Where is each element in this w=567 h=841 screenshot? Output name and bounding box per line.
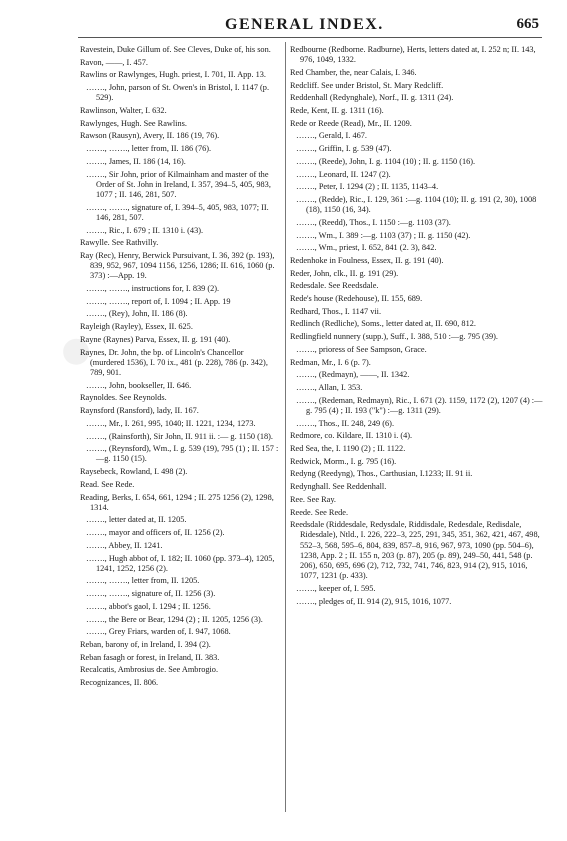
index-entry: ……., (Redmayn), ——, II. 1342. bbox=[296, 370, 410, 380]
watermark: ● bbox=[51, 325, 99, 375]
index-entry: Redlinch (Redliche), Soms., letter dated at, II. 690, 812. bbox=[290, 319, 476, 329]
index-entry: ……., (Redde), Ric., I. 129, 361 :—g. 1104 (10); II. g. 191 (2, 30), 1008 (18), 1150 (16, 34). bbox=[296, 194, 537, 215]
index-entry: ……., ……., letter from, II. 186 (76). bbox=[86, 144, 212, 154]
index-entry: ……., (Reedd), Thos., I. 1150 :—g. 1103 (37). bbox=[296, 217, 451, 227]
index-entry: Redesdale. See Reedsdale. bbox=[290, 281, 379, 291]
index-entry: Reban fasagh or forest, in Ireland, II. 383. bbox=[80, 652, 220, 662]
index-entry: Raynsford (Ransford), lady, II. 167. bbox=[80, 406, 199, 416]
index-entry: Raynes, Dr. John, the bp. of Lincoln's Chancellor (murdered 1536), I. 70 ix., 481 (p. 228), 786 (p. 342), 789, 901. bbox=[80, 347, 268, 377]
index-entry: Reading, Berks, I. 654, 661, 1294 ; II. 275 1256 (2), 1298, 1314. bbox=[80, 492, 274, 512]
index-entry: Redhard, Thos., I. 1147 vii. bbox=[290, 306, 382, 316]
index-entry: Reede. See Rede. bbox=[290, 507, 349, 517]
index-entry: ……., James, II. 186 (14, 16). bbox=[86, 156, 186, 166]
index-column-left bbox=[80, 45, 280, 691]
index-entry: ……., ……., letter from, II. 1205. bbox=[86, 576, 200, 586]
index-entry: ……., abbot's gaol, I. 1294 ; II. 1256. bbox=[86, 601, 211, 611]
index-entry: ……., ……., signature of, II. 1256 (3). bbox=[86, 589, 216, 599]
index-entry: ……., ……., instructions for, I. 839 (2). bbox=[86, 284, 220, 294]
index-entry: Ree. See Ray. bbox=[290, 494, 337, 504]
index-entry: Rayne (Raynes) Parva, Essex, II. g. 191 (40). bbox=[80, 334, 231, 344]
index-entry: ……., John, parson of St. Owen's in Bristol, I. 1147 (p. 529). bbox=[86, 83, 270, 103]
index-entry: Recalcatis, Ambrosius de. See Ambrogio. bbox=[80, 665, 219, 675]
index-entry: Red Sea, the, I. 1190 (2) ; II. 1122. bbox=[290, 444, 406, 453]
index-entry: Ravestein, Duke Gillum of. See Cleves, Duke of, his son. bbox=[80, 45, 271, 54]
index-entry: Redman, Mr., I. 6 (p. 7). bbox=[290, 357, 371, 367]
index-entry: ……., Wm., priest, I. 652, 841 (2. 3), 842. bbox=[296, 243, 437, 253]
index-entry: ……., Allan, I. 353. bbox=[296, 382, 363, 392]
column-divider bbox=[285, 42, 286, 812]
index-entry: Red Chamber, the, near Calais, I. 346. bbox=[290, 67, 417, 77]
index-entry: Raysebeck, Rowland, I. 498 (2). bbox=[80, 467, 188, 477]
index-entry: ……., Ric., I. 679 ; II. 1310 i. (43). bbox=[86, 225, 204, 235]
index-entry: ……., Abbey, II. 1241. bbox=[86, 540, 163, 550]
index-entry: ……., Hugh abbot of, I. 182; II. 1060 (pp. 373–4), 1205, 1241, 1252, 1256 (2). bbox=[86, 553, 275, 573]
index-column-right bbox=[290, 45, 545, 609]
index-entry: Redwick, Morm., I. g. 795 (16). bbox=[290, 456, 397, 466]
index-entry: Reban, barony of, in Ireland, I. 394 (2). bbox=[80, 639, 211, 649]
page-number: 665 bbox=[516, 16, 539, 32]
index-entry: ……., ……., report of, I. 1094 ; II. App. 19 bbox=[86, 296, 231, 306]
index-entry: ……., Gerald, I. 467. bbox=[296, 131, 367, 141]
index-entry: ……., mayor and officers of, II. 1256 (2). bbox=[86, 528, 225, 538]
index-entry: Rayleigh (Rayley), Essex, II. 625. bbox=[80, 322, 193, 332]
index-entry: Ravon, ——, I. 457. bbox=[80, 57, 148, 67]
index-entry: Redynghall. See Reddenhall. bbox=[290, 482, 387, 492]
index-entry: ……., letter dated at, II. 1205. bbox=[86, 515, 187, 525]
index-entry: Reder, John, clk., II. g. 191 (29). bbox=[290, 268, 399, 278]
index-entry: Reddenhall (Redynghale), Norf., II. g. 1311 (24). bbox=[290, 93, 454, 103]
index-entry: ……., Leonard, II. 1247 (2). bbox=[296, 169, 391, 179]
index-entry: Recognizances, II. 806. bbox=[80, 678, 159, 688]
index-entry: Rawlins or Rawlynges, Hugh. priest, I. 701, II. App. 13. bbox=[80, 70, 266, 80]
index-entry: Rawlynges, Hugh. See Rawlins. bbox=[80, 118, 187, 128]
index-entry: ……., (Rainsforth), Sir John, II. 911 ii. :— g. 1150 (18). bbox=[86, 431, 273, 441]
index-entry: Rawylle. See Rathvilly. bbox=[80, 238, 159, 248]
index-entry: Reedsdale (Riddesdale, Redysdale, Riddisdale, Redesdale, Redisdale, Ridesdale), Ntld., I. 226, 222–3, 225, 291, 345, 351, 362, 421, 467, 498, 552–3, 568, 595–6, 804, 839, 857–8, 916, 967, 973, 1090 (pp. 504–6), 1238, App. 2 ; II. 155 n, 203 (p. 87), 205 (p. 89), 249–50, 441, 548 (p. 206), 650, 695, 696 (2), 712, 732, 741, 746, 823, 914 (2), 915, 1016, 1077, 1231 (p. 433). bbox=[290, 520, 540, 581]
index-entry: Redcliff. See under Bristol, St. Mary Redcliff. bbox=[290, 80, 444, 90]
index-entry: ……., the Bere or Bear, 1294 (2) ; II. 1205, 1256 (3). bbox=[86, 614, 263, 624]
index-entry: Rawson (Rausyn), Avery, II. 186 (19, 76). bbox=[80, 131, 220, 141]
index-entry: ……., (Redeman, Redmayn), Ric., I. 671 (2). 1159, 1172 (2), 1207 (4) :—g. 795 (4) ; II. 193 ("k") :—g. 1311 (29). bbox=[296, 395, 543, 415]
index-entry: Redenhoke in Foulness, Essex, II. g. 191 (40). bbox=[290, 255, 444, 265]
index-entry: ……., Sir John, prior of Kilmainham and master of the Order of St. John in Ireland, I. 357, 394–5, 405, 983, 1077 ; II. 146, 281, 507. bbox=[86, 169, 271, 199]
index-entry: ……., pledges of, II. 914 (2), 915, 1016, 1077. bbox=[296, 596, 452, 606]
index-entry: ……., ……., signature of, I. 394–5, 405, 983, 1077; II. 146, 281, 507. bbox=[86, 202, 269, 222]
index-entry: Rawlinson, Walter, I. 632. bbox=[80, 106, 167, 116]
index-entry: Rede or Reede (Read), Mr., II. 1209. bbox=[290, 118, 412, 128]
index-entry: Rede's house (Redehouse), II. 155, 689. bbox=[290, 294, 423, 304]
index-entry: ……., (Reede), John, I. g. 1104 (10) ; II. g. 1150 (16). bbox=[296, 156, 476, 166]
index-entry: Ray (Rec), Henry, Berwick Pursuivant, I. 36, 392 (p. 193), 839, 952, 967, 1094 1156, 1256, 1286; II. 616, 1060 (p. 373) :—App. 19. bbox=[80, 250, 275, 281]
index-entry: ……., Wm., I. 389 :—g. 1103 (37) ; II. g. 1150 (42). bbox=[296, 230, 471, 240]
running-head bbox=[0, 14, 567, 36]
index-entry: ……., prioress of See Sampson, Grace. bbox=[296, 344, 427, 354]
index-entry: ……., keeper of, I. 595. bbox=[296, 583, 376, 593]
index-entry: ……., (Reynsford), Wm., I. g. 539 (19), 795 (1) ; II. 157 :—g. 1150 (15). bbox=[86, 444, 279, 464]
index-entry: ……., Griffin, I. g. 539 (47). bbox=[296, 144, 392, 154]
index-entry: Redlingfield nunnery (supp.), Suff., I. 388, 510 :—g. 795 (39). bbox=[290, 332, 498, 342]
index-entry: Read. See Rede. bbox=[80, 479, 135, 489]
index-entry: ……., Thos., II. 248, 249 (6). bbox=[296, 418, 395, 428]
page-title: GENERAL INDEX. bbox=[225, 16, 384, 33]
index-entry: ……., Peter, I. 1294 (2) ; II. 1135, 1143–4. bbox=[296, 182, 439, 192]
header-rule bbox=[78, 37, 542, 38]
index-entry: ……., Mr., I. 261, 995, 1040; II. 1221, 1234, 1273. bbox=[86, 418, 256, 428]
index-entry: ……., John, bookseller, II. 646. bbox=[86, 380, 192, 390]
index-entry: Raynoldes. See Reynolds. bbox=[80, 393, 167, 403]
index-entry: Rede, Kent, II. g. 1311 (16). bbox=[290, 106, 384, 116]
index-entry: ……., Grey Friars, warden of, I. 947, 1068. bbox=[86, 627, 231, 637]
index-entry: Redyng (Reedyng), Thos., Carthusian, I.1233; II. 91 ii. bbox=[290, 469, 473, 479]
index-entry: ……., (Rey), John, II. 186 (8). bbox=[86, 309, 188, 319]
index-entry: Redmore, co. Kildare, II. 1310 i. (4). bbox=[290, 431, 413, 441]
index-entry: Redbourne (Redborne. Radburne), Herts, letters dated at, I. 252 n; II. 143, 976, 1049, 1332. bbox=[290, 45, 536, 65]
